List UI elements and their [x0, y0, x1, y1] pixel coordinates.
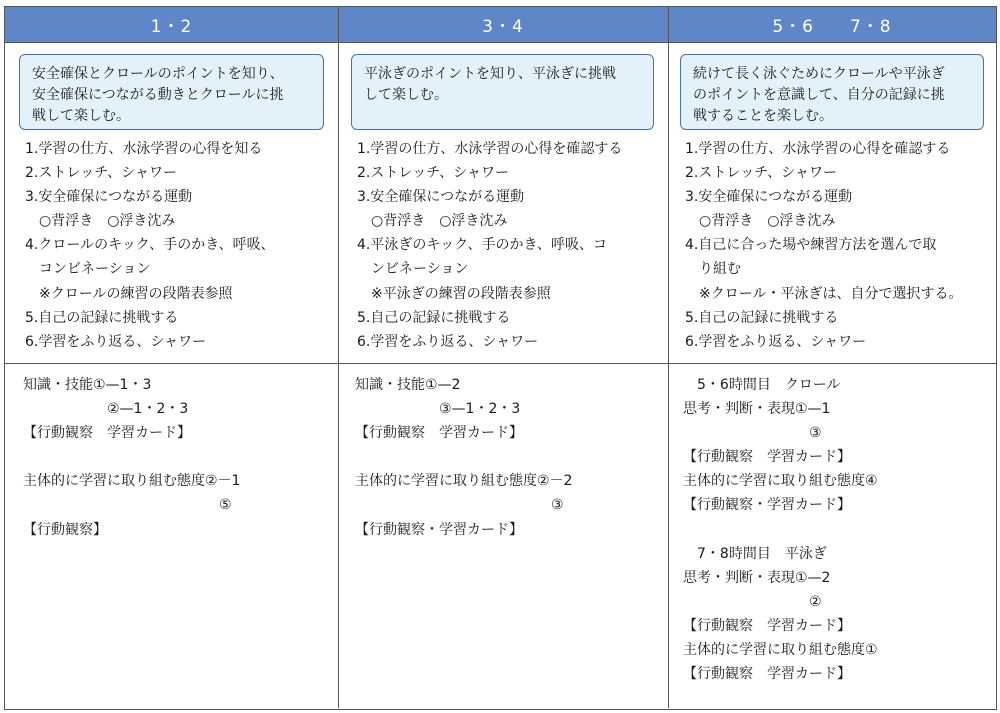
activity-item: 6.学習をふり返る、シャワー [357, 333, 539, 350]
activity-list [357, 137, 622, 354]
activity-item: 2.ストレッチ、シャワー [357, 165, 509, 182]
activity-item: 1.学習の仕方、水泳学習の心得を確認する [357, 141, 623, 157]
evaluation-list [683, 373, 878, 686]
goal-line: 戦することを楽しむ。 [693, 108, 833, 124]
header-divider [5, 42, 996, 43]
goal-line: 戦して楽しむ。 [32, 108, 130, 124]
activity-item: 6.学習をふり返る、シャワー [685, 333, 867, 350]
goal-line: 続けて長く泳ぐためにクロールや平泳ぎ [693, 66, 945, 82]
goal-box [680, 54, 984, 130]
activity-item: ○背浮き ○浮き沈み [685, 213, 836, 230]
activity-item: 1.学習の仕方、水泳学習の心得を確認する [685, 141, 951, 157]
activity-item: 2.ストレッチ、シャワー [25, 165, 177, 182]
goal-line: 安全確保とクロールのポイントを知り、 [32, 66, 284, 82]
evaluation-item: 【行動観察 学習カード】 [683, 617, 851, 634]
evaluation-item [23, 445, 240, 469]
evaluation-item: 主体的に学習に取り組む態度① [683, 642, 878, 659]
column-header-5-8: 5・6 7・8 [668, 7, 996, 42]
activity-item: ンビネーション [357, 261, 469, 278]
evaluation-item: 主体的に学習に取り組む態度②－2 [355, 473, 573, 490]
activity-item: ○背浮き ○浮き沈み [25, 213, 176, 230]
activity-item: 5.自己の記録に挑戦する [25, 309, 179, 326]
evaluation-item: ③—1・2・3 [355, 401, 521, 418]
column-header-3-4: 3・4 [338, 7, 668, 42]
evaluation-item: 主体的に学習に取り組む態度②－1 [23, 473, 241, 490]
column-divider [338, 7, 339, 708]
activity-list [685, 137, 962, 354]
column-divider [668, 7, 669, 708]
goal-line: 安全確保につながる動きとクロールに挑 [32, 87, 284, 103]
goal-box [19, 54, 324, 130]
evaluation-item: 7・8時間目 平泳ぎ [683, 545, 827, 562]
evaluation-item: 【行動観察・学習カード】 [355, 521, 523, 538]
activity-item: り組む [685, 261, 741, 278]
activity-item: 5.自己の記録に挑戦する [685, 309, 839, 326]
activity-item: 1.学習の仕方、水泳学習の心得を知る [25, 141, 263, 157]
activity-item: ○背浮き ○浮き沈み [357, 213, 508, 230]
evaluation-item [355, 445, 572, 469]
activity-item: 3.安全確保につながる運動 [357, 189, 525, 206]
activity-item: 3.安全確保につながる運動 [25, 189, 193, 206]
activity-item: 5.自己の記録に挑戦する [357, 309, 511, 326]
evaluation-item: 知識・技能①—2 [355, 377, 461, 393]
evaluation-item: ⑤ [23, 497, 232, 514]
goal-line: 平泳ぎのポイントを知り、平泳ぎに挑戦 [364, 66, 616, 82]
evaluation-item: ② [683, 593, 822, 610]
evaluation-item: 知識・技能①—1・3 [23, 377, 152, 393]
evaluation-item: ③ [355, 497, 564, 514]
activity-item: 4.自己に合った場や練習方法を選んで取 [685, 237, 937, 254]
activity-item: ※クロールの練習の段階表参照 [25, 285, 233, 302]
evaluation-item: 【行動観察・学習カード】 [683, 497, 851, 514]
activity-item: 2.ストレッチ、シャワー [685, 165, 837, 182]
evaluation-item: 主体的に学習に取り組む態度④ [683, 473, 878, 490]
evaluation-item: 【行動観察 学習カード】 [683, 449, 851, 466]
activity-item: コンビネーション [25, 261, 151, 278]
evaluation-item: 【行動観察 学習カード】 [23, 425, 191, 442]
evaluation-item: 5・6時間目 クロール [683, 377, 841, 393]
activity-item: 3.安全確保につながる運動 [685, 189, 853, 206]
evaluation-item [683, 518, 878, 542]
goal-line: のポイントを意識して、自分の記録に挑 [693, 87, 945, 103]
evaluation-item: 思考・判断・表現①—2 [683, 569, 831, 586]
evaluation-list [355, 373, 572, 542]
goal-box [351, 54, 654, 130]
evaluation-list [23, 373, 240, 542]
activity-item: ※平泳ぎの練習の段階表参照 [357, 285, 551, 302]
activity-item: 4.平泳ぎのキック、手のかき、呼吸、コ [357, 237, 607, 254]
goal-line: して楽しむ。 [364, 87, 448, 103]
activity-list [25, 137, 275, 354]
evaluation-item: ③ [683, 425, 822, 442]
lesson-plan-table [4, 6, 997, 710]
activity-item: ※クロール・平泳ぎは、自分で選択する。 [685, 285, 963, 302]
evaluation-item: 【行動観察 学習カード】 [683, 666, 851, 683]
column-header-1-2: 1・2 [5, 7, 338, 42]
evaluation-item: 思考・判断・表現①—1 [683, 401, 831, 418]
evaluation-item: 【行動観察 学習カード】 [355, 425, 523, 442]
section-divider [5, 363, 996, 364]
activity-item: 4.クロールのキック、手のかき、呼吸、 [25, 237, 275, 254]
activity-item: 6.学習をふり返る、シャワー [25, 333, 207, 350]
evaluation-item: 【行動観察】 [23, 521, 107, 538]
evaluation-item: ②—1・2・3 [23, 401, 189, 418]
